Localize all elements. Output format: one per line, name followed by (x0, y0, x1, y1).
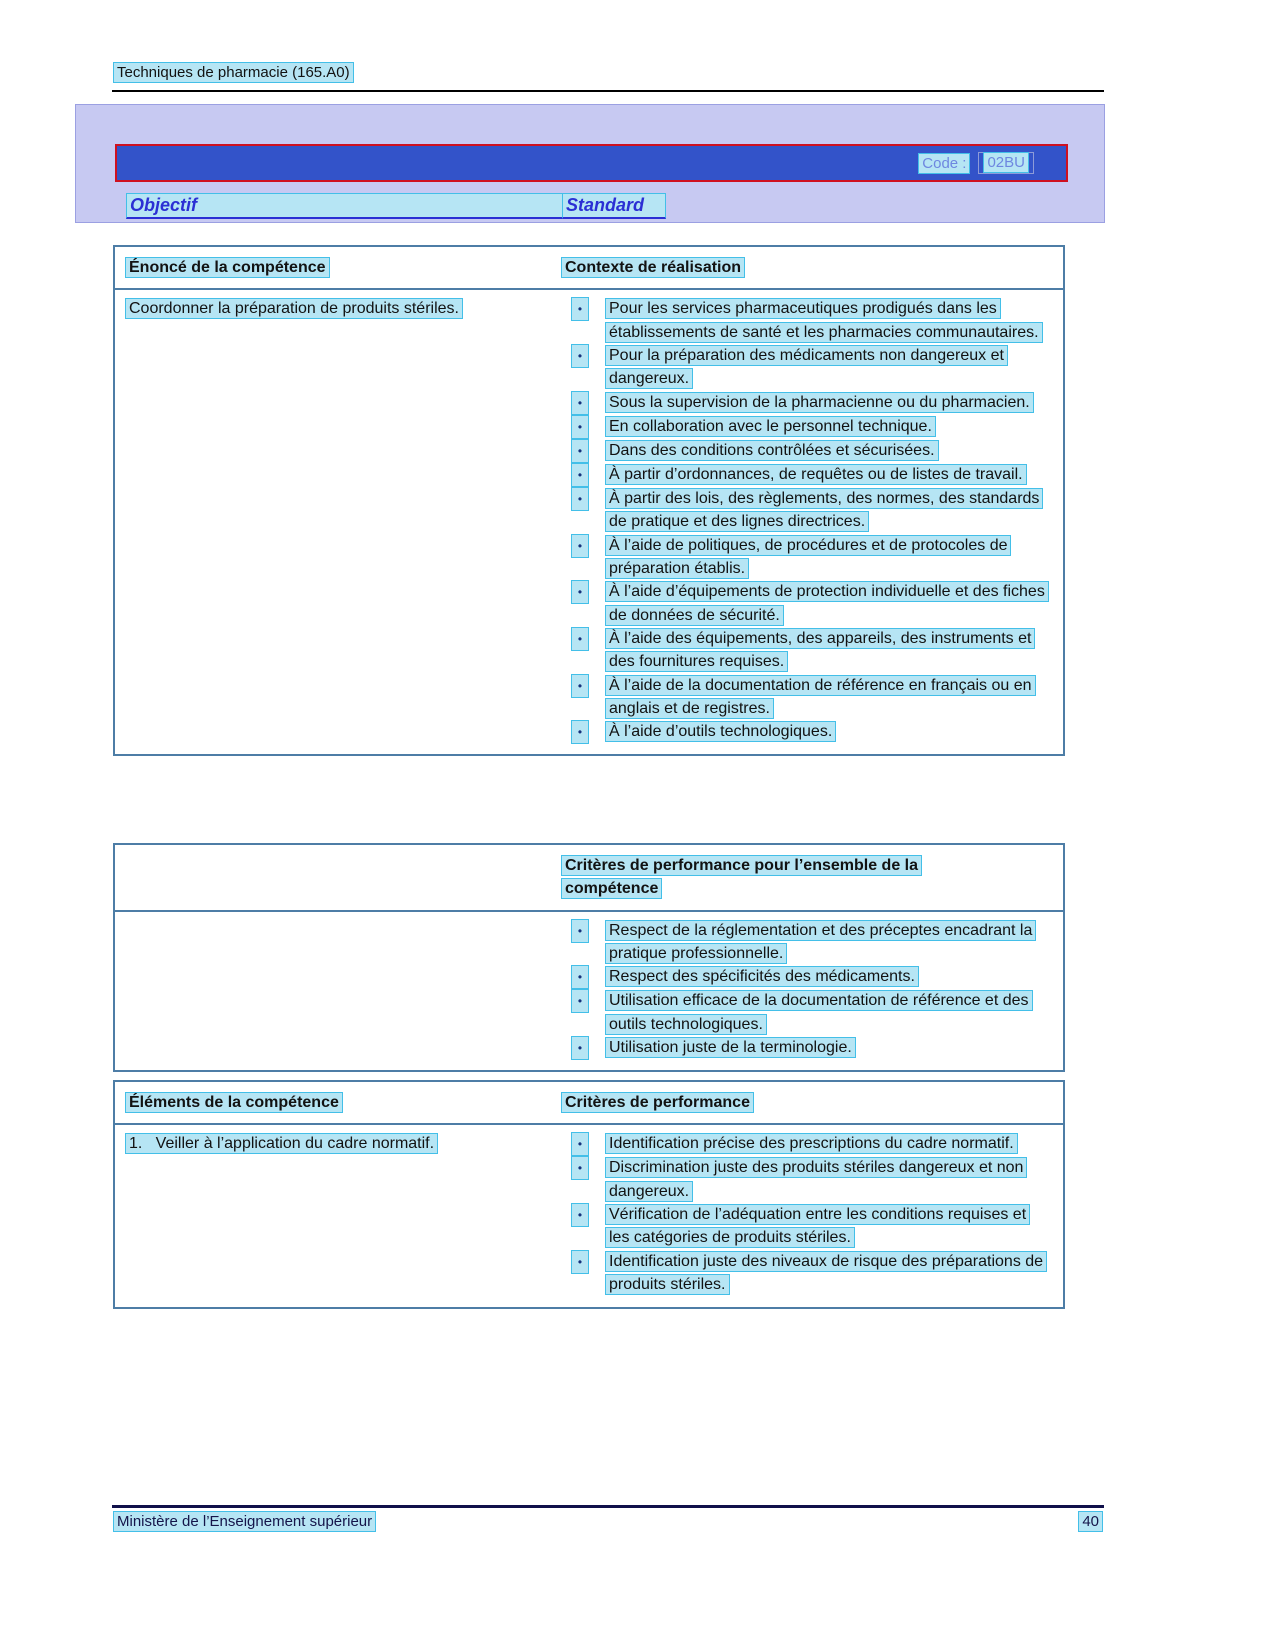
header-divider (112, 90, 1104, 92)
element-cell (114, 1124, 551, 1307)
bullet-item (571, 1156, 1051, 1203)
footer-ministry: Ministère de l’Enseignement supérieur (113, 1511, 376, 1532)
bullet-item (571, 1132, 1051, 1156)
criteria-cell (551, 911, 1064, 1071)
title-banner (75, 104, 1105, 223)
bullet-item (571, 344, 1051, 391)
bullet-icon: • (571, 487, 589, 511)
bullet-item (571, 487, 1051, 534)
header-criteres-ensemble-label: Critères de performance pour l’ensemble de la compétence (561, 855, 922, 899)
bullet-text: À l’aide d’outils technologiques. (605, 721, 836, 742)
bullet-icon: • (571, 1036, 589, 1060)
bullet-text: Identification juste des niveaux de risque des préparations de produits stériles. (605, 1251, 1047, 1295)
bullet-item (571, 1203, 1051, 1250)
bullet-icon: • (571, 919, 589, 943)
bullet-text: À partir des lois, des règlements, des normes, des standards de pratique et des lignes directrices. (605, 488, 1043, 532)
bullet-icon: • (571, 391, 589, 415)
code-field (978, 152, 1034, 174)
bullet-text: Vérification de l’adéquation entre les conditions requises et les catégories de produits stériles. (605, 1204, 1030, 1248)
table-body-row (114, 289, 1064, 755)
criteria-performance-list (571, 1132, 1051, 1296)
bullet-text: Sous la supervision de la pharmacienne ou du pharmacien. (605, 392, 1034, 413)
bullet-text: Dans des conditions contrôlées et sécurisées. (605, 440, 939, 461)
bullet-item (571, 965, 1051, 989)
table-header-row (114, 246, 1064, 289)
objectif-heading: Objectif (126, 193, 570, 219)
bullet-text: À partir d’ordonnances, de requêtes ou de listes de travail. (605, 464, 1027, 485)
criteria-list (571, 919, 1051, 1060)
code-value: 02BU (983, 152, 1029, 173)
header-cell-empty (114, 844, 551, 911)
header-cell-criteres-ensemble (551, 844, 1064, 911)
context-cell (551, 289, 1064, 755)
bullet-icon: • (571, 627, 589, 651)
header-enonce-label: Énoncé de la compétence (125, 257, 330, 278)
bullet-text: Respect des spécificités des médicaments. (605, 966, 919, 987)
criteria-performance-cell (551, 1124, 1064, 1307)
bullet-icon: • (571, 965, 589, 989)
bullet-item (571, 534, 1051, 581)
header-cell-elements (114, 1081, 551, 1124)
bullet-text: À l’aide de politiques, de procédures et de protocoles de préparation établis. (605, 535, 1011, 579)
bullet-text: À l’aide d’équipements de protection individuelle et des fiches de données de sécurité. (605, 581, 1049, 625)
bullet-icon: • (571, 1203, 589, 1227)
bullet-text: Utilisation efficace de la documentation de référence et des outils technologiques. (605, 990, 1033, 1034)
bullet-item (571, 674, 1051, 721)
bullet-item (571, 627, 1051, 674)
bullet-item (571, 463, 1051, 487)
bullet-icon: • (571, 344, 589, 368)
table-header-row (114, 844, 1064, 911)
bullet-text: À l’aide des équipements, des appareils, des instruments et des fournitures requises. (605, 628, 1035, 672)
table-body-row (114, 911, 1064, 1071)
bullet-text: Respect de la réglementation et des préceptes encadrant la pratique professionnelle. (605, 920, 1036, 964)
bullet-icon: • (571, 534, 589, 558)
competence-context-table (113, 245, 1065, 756)
bullet-text: Identification précise des prescriptions du cadre normatif. (605, 1133, 1018, 1154)
header-elements-label: Éléments de la compétence (125, 1092, 343, 1113)
header-cell-enonce (114, 246, 551, 289)
bullet-text: En collaboration avec le personnel technique. (605, 416, 936, 437)
bullet-item (571, 1036, 1051, 1060)
header-cell-contexte (551, 246, 1064, 289)
bullet-icon: • (571, 580, 589, 604)
code-bar (115, 144, 1068, 182)
bullet-icon: • (571, 989, 589, 1013)
footer-divider (112, 1505, 1104, 1508)
bullet-icon: • (571, 1250, 589, 1274)
bullet-text: À l’aide de la documentation de référence en français ou en anglais et de registres. (605, 675, 1036, 719)
bullet-icon: • (571, 297, 589, 321)
header-title: Techniques de pharmacie (165.A0) (113, 62, 354, 83)
bullet-icon: • (571, 674, 589, 698)
bullet-icon: • (571, 415, 589, 439)
header-cell-criteres (551, 1081, 1064, 1124)
bullet-item (571, 919, 1051, 966)
document-footer (113, 1511, 1103, 1532)
statement-cell (114, 289, 551, 755)
bullet-icon: • (571, 1132, 589, 1156)
bullet-icon: • (571, 1156, 589, 1180)
bullet-item (571, 439, 1051, 463)
header-contexte-label: Contexte de réalisation (561, 257, 745, 278)
bullet-text: Utilisation juste de la terminologie. (605, 1037, 856, 1058)
bullet-icon: • (571, 720, 589, 744)
bullet-item (571, 297, 1051, 344)
document-header (113, 64, 354, 81)
performance-criteria-table (113, 843, 1065, 1072)
bullet-text: Pour la préparation des médicaments non dangereux et dangereux. (605, 345, 1008, 389)
header-criteres-label: Critères de performance (561, 1092, 754, 1113)
code-label: Code : (918, 153, 970, 174)
statement-text: Coordonner la préparation de produits stériles. (125, 298, 463, 319)
standard-heading: Standard (562, 193, 666, 219)
bullet-item (571, 720, 1051, 744)
bullet-icon: • (571, 463, 589, 487)
bullet-text: Discrimination juste des produits stériles dangereux et non dangereux. (605, 1157, 1027, 1201)
table-body-row (114, 1124, 1064, 1307)
bullet-icon: • (571, 439, 589, 463)
bullet-item (571, 989, 1051, 1036)
bullet-item (571, 580, 1051, 627)
bullet-item (571, 1250, 1051, 1297)
table-header-row (114, 1081, 1064, 1124)
element-text: 1. Veiller à l’application du cadre normatif. (125, 1133, 438, 1154)
context-list (571, 297, 1051, 744)
elements-criteria-table (113, 1080, 1065, 1309)
bullet-item (571, 391, 1051, 415)
bullet-text: Pour les services pharmaceutiques prodigués dans les établissements de santé et les pharmacies communautaires. (605, 298, 1043, 342)
empty-cell (114, 911, 551, 1071)
bullet-item (571, 415, 1051, 439)
footer-page-number: 40 (1078, 1511, 1103, 1532)
